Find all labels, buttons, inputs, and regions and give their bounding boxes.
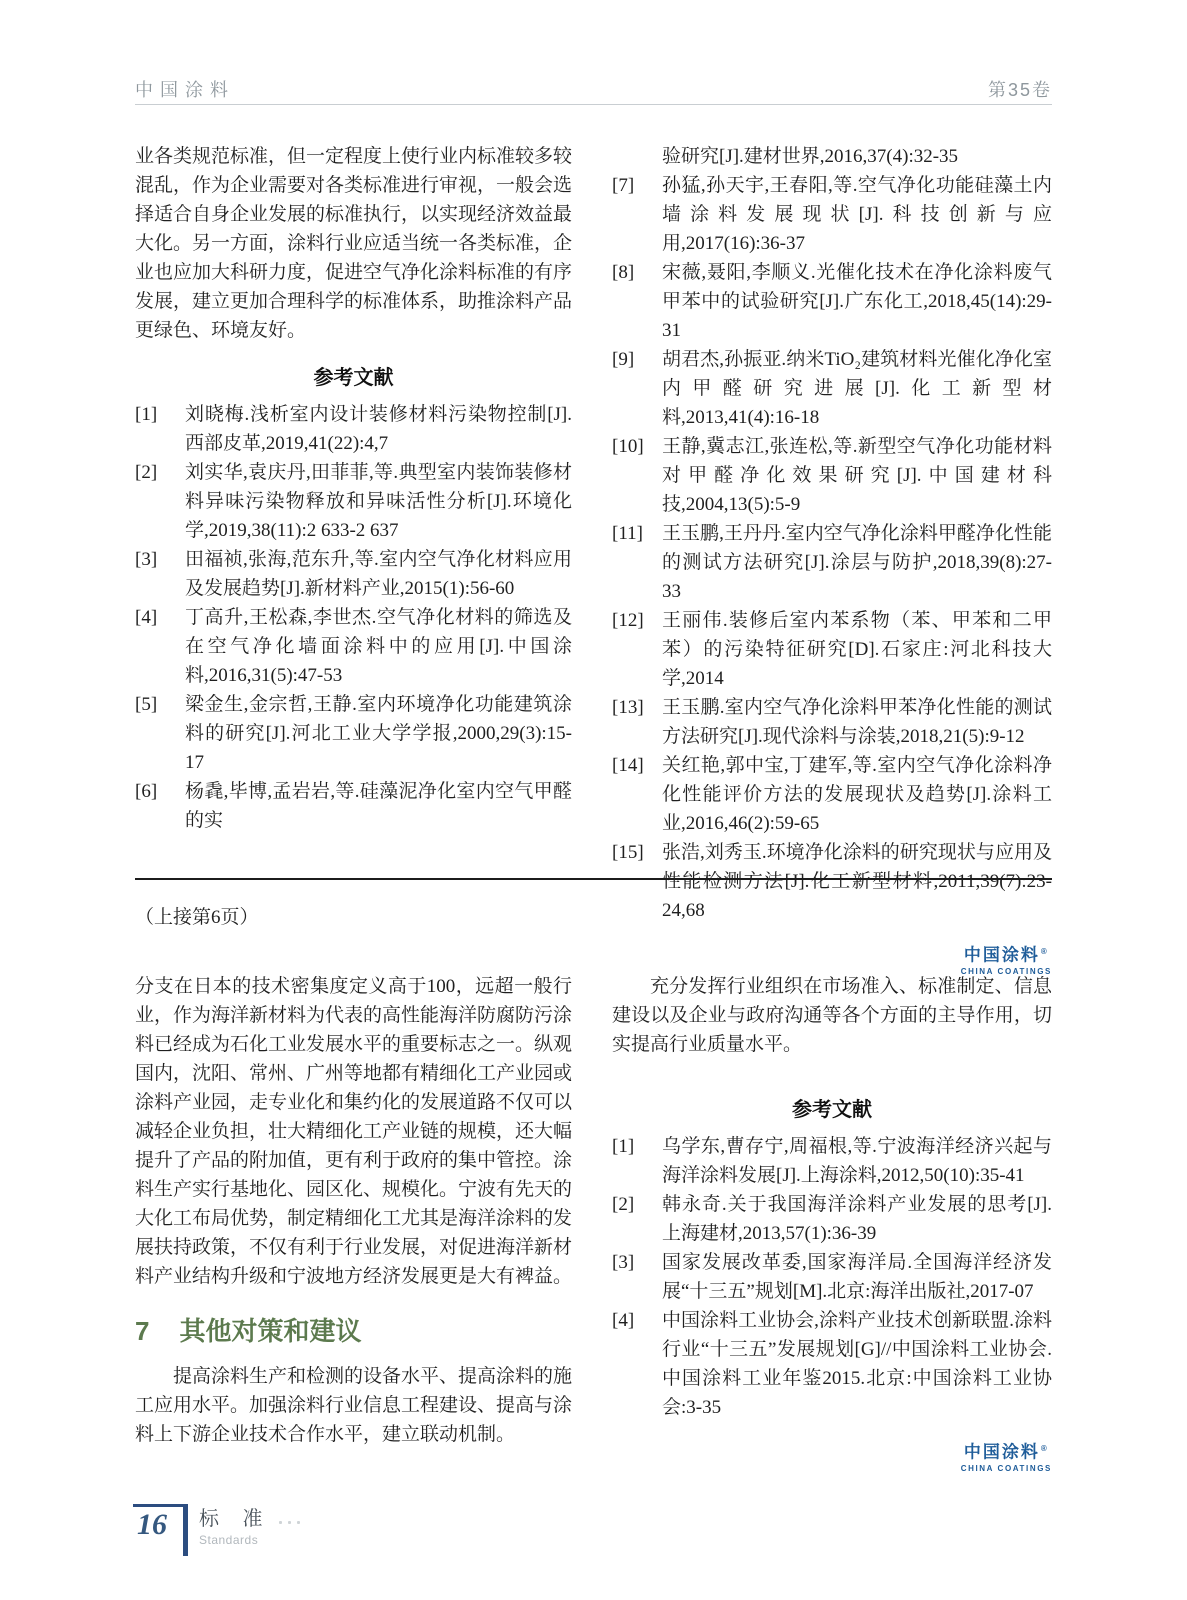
footer-section-name-en: Standards — [199, 1533, 259, 1547]
reference-text: 王玉鹏,王丹丹.室内空气净化涂料甲醛净化性能的测试方法研究[J].涂层与防护,2018,39(8):27-33 — [662, 523, 1052, 602]
reference-list — [135, 400, 572, 835]
reference-number: [8] — [612, 262, 635, 283]
reference-text: 王静,冀志江,张连松,等.新型空气净化功能材料对甲醛净化效果研究[J].中国建材科技,2004,13(5):5-9 — [662, 436, 1052, 515]
reference-text: 丁高升,王松森,李世杰.空气净化材料的筛选及在空气净化墙面涂料中的应用[J].中国涂料,2016,31(5):47-53 — [185, 607, 572, 686]
reference-number: [1] — [612, 1136, 635, 1157]
reference-number: [6] — [135, 781, 158, 802]
reference-item — [612, 1248, 1052, 1306]
folio-bar — [183, 1504, 188, 1556]
top-left-column — [135, 142, 572, 976]
reference-number: [4] — [135, 607, 158, 628]
reference-text: 刘晓梅.浅析室内设计装修材料污染物控制[J].西部皮革,2019,41(22):4,7 — [185, 404, 572, 454]
section-title: 其他对策和建议 — [179, 1316, 362, 1346]
logo-en-text: CHINA COATINGS — [960, 966, 1052, 976]
reference-text: 王玉鹏.室内空气净化涂料甲苯净化性能的测试方法研究[J].现代涂料与涂装,2018,21(5):9-12 — [662, 697, 1052, 747]
reference-item — [612, 693, 1052, 751]
reference-text: 杨毳,毕博,孟岩岩,等.硅藻泥净化室内空气甲醛的实 — [185, 781, 572, 831]
logo-en-text: CHINA COATINGS — [960, 1463, 1052, 1473]
body-paragraph: 充分发挥行业组织在市场准入、标准制定、信息建设以及企业与政府沟通等各个方面的主导作用，切实提高行业质量水平。 — [612, 976, 1052, 1055]
logo-zh-text — [961, 1440, 1052, 1462]
reference-item — [135, 603, 572, 690]
reference-text: 中国涂料工业协会,涂料产业技术创新联盟.涂料行业“十三五”发展规划[G]//中国涂料工业协会.中国涂料工业年鉴2015.北京:中国涂料工业协会:3-35 — [662, 1310, 1052, 1418]
registered-mark: ® — [1040, 947, 1049, 956]
reference-text: 刘实华,袁庆丹,田菲菲,等.典型室内装饰装修材料异味污染物释放和异味活性分析[J].环境化学,2019,38(11):2 633-2 637 — [185, 462, 572, 541]
reference-number: [3] — [612, 1252, 635, 1273]
bottom-left-column — [135, 972, 572, 1473]
reference-continuation: 验研究[J].建材世界,2016,37(4):32-35 — [662, 146, 959, 167]
body-paragraph: 提高涂料生产和检测的设备水平、提高涂料的施工应用水平。加强涂料行业信息工程建设、提高与涂料上下游企业技术合作水平，建立联动机制。 — [135, 1366, 573, 1445]
reference-item — [612, 1132, 1052, 1190]
page-number: 16 — [137, 1508, 167, 1541]
reference-number: [10] — [612, 436, 644, 457]
reference-number: [15] — [612, 842, 644, 863]
reference-number: [14] — [612, 755, 644, 776]
china-coatings-logo — [961, 943, 1052, 976]
reference-item — [612, 751, 1052, 838]
reference-item — [135, 690, 572, 777]
body-paragraph: 分支在日本的技术密集度定义高于100，远超一般行业，作为海洋新材料为代表的高性能海洋防腐防污涂料已经成为石化工业发展水平的重要标志之一。纵观国内，沈阳、常州、广州等地都有精细化工产业园或涂料产业园，走专业化和集约化的发展道路不仅可以减轻企业负担，壮大精细化工产业链的规模，还大幅提升了产品的附加值，更有利于政府的集中管控。涂料生产实行基地化、园区化、规模化。宁波有先天的大化工布局优势，制定精细化工尤其是海洋涂料的发展扶持政策，不仅有利于行业发展，对促进海洋新材料产业结构升级和宁波地方经济发展更是大有裨益。 — [135, 976, 573, 1287]
reference-text: 关红艳,郭中宝,丁建军,等.室内空气净化涂料净化性能评价方法的发展现状及趋势[J].涂料工业,2016,46(2):59-65 — [662, 755, 1052, 834]
top-section — [135, 142, 1052, 976]
reference-item — [612, 519, 1052, 606]
reference-list — [612, 171, 1052, 925]
reference-text: 宋薇,聂阳,李顺义.光催化技术在净化涂料废气甲苯中的试验研究[J].广东化工,2018,45(14):29-31 — [662, 262, 1052, 341]
section-divider — [135, 878, 1052, 880]
reference-item — [612, 606, 1052, 693]
reference-text: 孙猛,孙天宇,王春阳,等.空气净化功能硅藻土内墙涂料发展现状[J].科技创新与应用,2017(16):36-37 — [662, 175, 1052, 254]
logo-zh-label: 中国涂料 — [963, 945, 1040, 965]
reference-number: [9] — [612, 349, 635, 370]
reference-number: [1] — [135, 404, 158, 425]
reference-item — [135, 458, 572, 545]
reference-item — [612, 258, 1052, 345]
reference-text: 胡君杰,孙振亚.纳米TiO₂建筑材料光催化净化室内甲醛研究进展[J].化工新型材料,2013,41(4):16-18 — [662, 349, 1052, 428]
reference-number: [12] — [612, 610, 644, 631]
reference-text: 田福祯,张海,范东升,等.室内空气净化材料应用及发展趋势[J].新材料产业,2015(1):56-60 — [185, 549, 572, 599]
reference-item — [135, 777, 572, 835]
reference-text: 韩永奇.关于我国海洋涂料产业发展的思考[J].上海建材,2013,57(1):36-39 — [662, 1194, 1052, 1244]
registered-mark: ® — [1040, 1444, 1049, 1453]
china-coatings-logo — [961, 1440, 1052, 1473]
reference-number: [3] — [135, 549, 158, 570]
reference-item — [612, 171, 1052, 258]
footer-section-name — [199, 1508, 306, 1530]
body-paragraph: 业各类规范标准，但一定程度上使行业内标准较多较混乱，作为企业需要对各类标准进行审视，一般会选择适合自身企业发展的标准执行，以实现经济效益最大化。另一方面，涂料行业应适当统一各类标准，企业也应加大科研力度，促进空气净化涂料标准的有序发展，建立更加合理科学的标准体系，助推涂料产品更绿色、环境友好。 — [135, 146, 573, 341]
footer-section-zh-label: 标 准 — [199, 1508, 272, 1530]
footer-section-block — [199, 1504, 306, 1547]
reference-number: [5] — [135, 694, 158, 715]
running-header — [135, 76, 1052, 102]
reference-list — [612, 1132, 1052, 1422]
reference-number: [11] — [612, 523, 643, 544]
reference-text: 王丽伟.装修后室内苯系物（苯、甲苯和二甲苯）的污染特征研究[D].石家庄:河北科技大学,2014 — [662, 610, 1052, 689]
logo-zh-text — [961, 943, 1052, 965]
page-footer — [133, 1504, 306, 1553]
print-artifact-dots — [276, 1520, 306, 1525]
reference-item — [612, 432, 1052, 519]
header-rule — [135, 104, 1052, 105]
reference-text: 乌学东,曹存宁,周福根,等.宁波海洋经济兴起与海洋涂料发展[J].上海涂料,2012,50(10):35-41 — [662, 1136, 1052, 1186]
reference-number: [13] — [612, 697, 644, 718]
journal-name: 中国涂料 — [135, 80, 235, 100]
continued-from-note: （上接第6页） — [135, 907, 259, 928]
reference-text: 张浩,刘秀玉.环境净化涂料的研究现状与应用及性能检测方法[J].化工新型材料,2011,39(7):23-24,68 — [662, 842, 1052, 921]
logo-zh-label: 中国涂料 — [963, 1442, 1040, 1462]
top-right-column — [612, 142, 1052, 976]
references-heading: 参考文献 — [792, 1099, 872, 1121]
bottom-section — [135, 972, 1052, 1473]
section-heading — [135, 1311, 572, 1348]
reference-number: [7] — [612, 175, 635, 196]
reference-text: 梁金生,金宗哲,王静.室内环境净化功能建筑涂料的研究[J].河北工业大学学报,2000,29(3):15-17 — [185, 694, 572, 773]
reference-item — [135, 545, 572, 603]
reference-number: [2] — [612, 1194, 635, 1215]
references-heading: 参考文献 — [313, 367, 394, 389]
reference-item — [135, 400, 572, 458]
reference-text: 国家发展改革委,国家海洋局.全国海洋经济发展“十三五”规划[M].北京:海洋出版社,2017-07 — [662, 1252, 1052, 1302]
page-number-box — [133, 1504, 183, 1553]
bottom-right-column — [612, 972, 1052, 1473]
reference-number: [4] — [612, 1310, 635, 1331]
reference-item — [612, 1190, 1052, 1248]
reference-item — [612, 345, 1052, 432]
volume-label: 第35卷 — [987, 80, 1052, 100]
section-number: 7 — [135, 1316, 150, 1346]
reference-number: [2] — [135, 462, 158, 483]
reference-item — [612, 1306, 1052, 1422]
reference-item — [612, 838, 1052, 925]
